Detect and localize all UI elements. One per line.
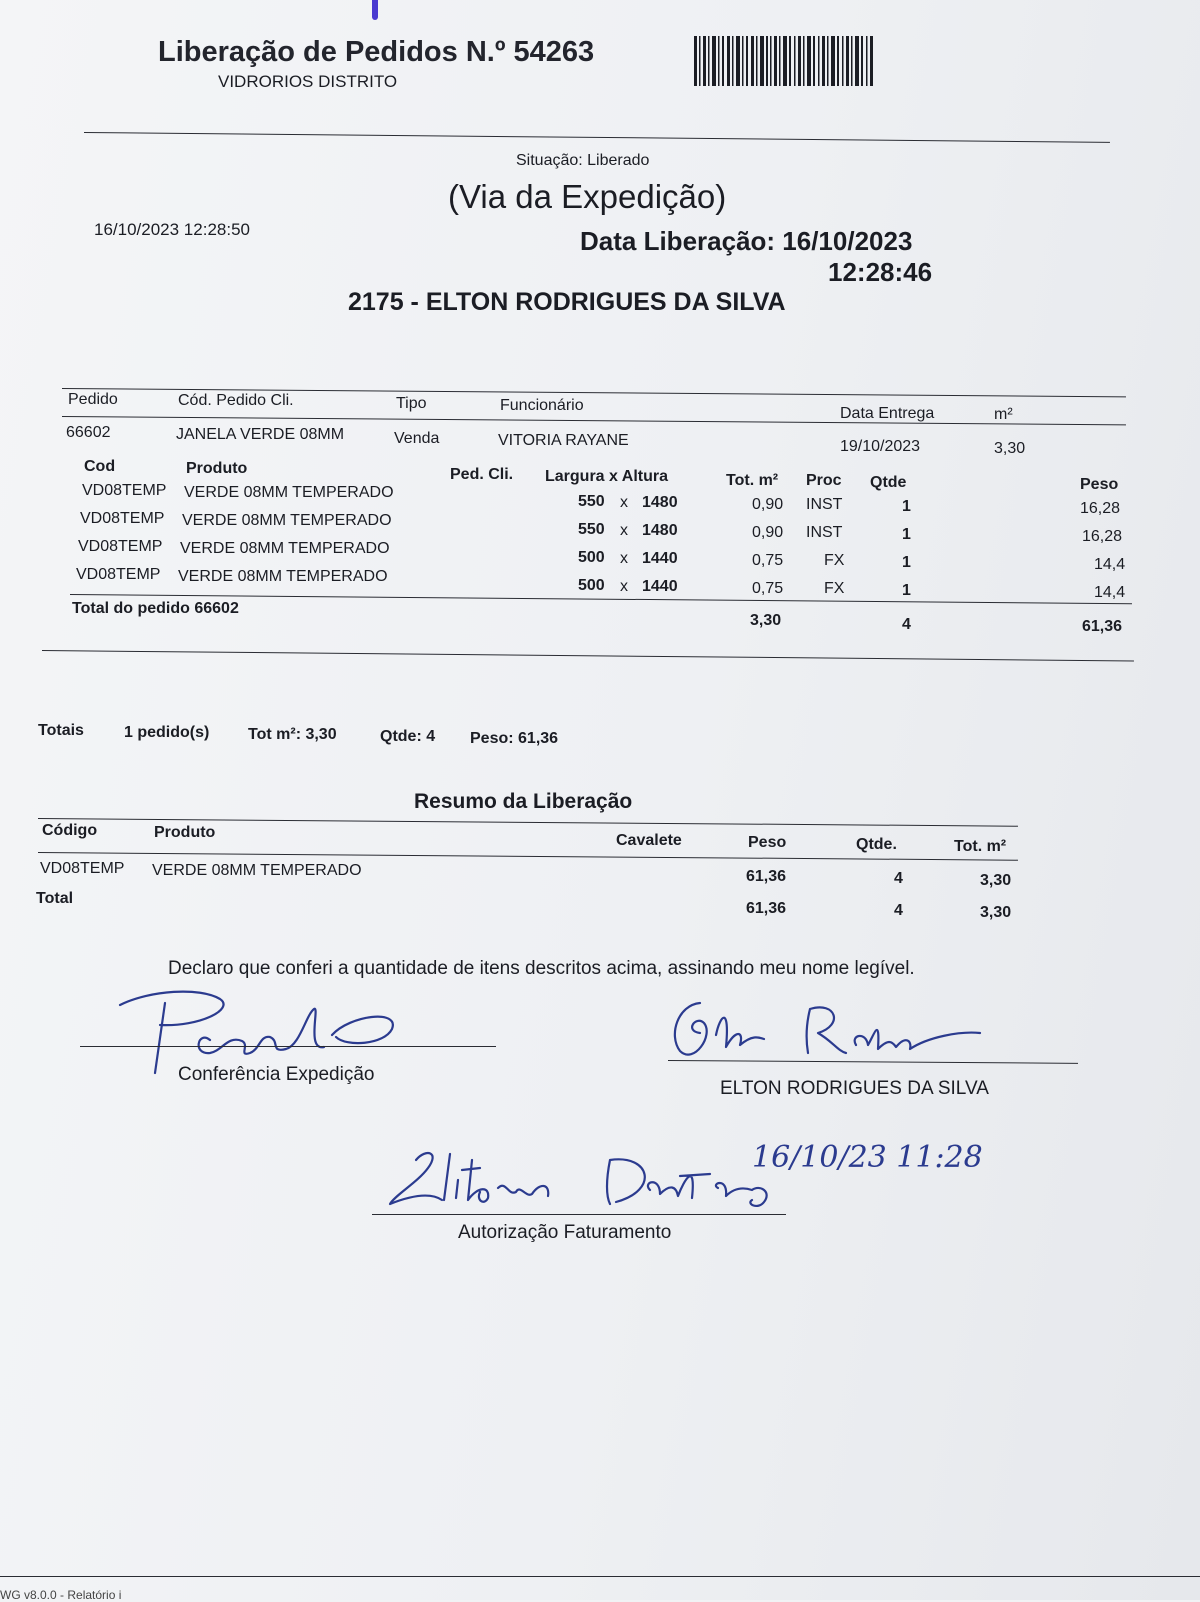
col-qtde: Qtde — [870, 474, 907, 491]
item-peso: 16,28 — [1080, 500, 1121, 517]
order-total-label: Total do pedido 66602 — [72, 600, 239, 617]
handwritten-date: 16/10/23 11:28 — [752, 1140, 983, 1175]
item-largura: 550 — [578, 493, 605, 510]
col-cod-pedido-cli: Cód. Pedido Cli. — [178, 392, 294, 409]
col-data-entrega: Data Entrega — [840, 405, 935, 422]
cliente-signature-label: ELTON RODRIGUES DA SILVA — [720, 1078, 989, 1099]
declaration-text: Declaro que conferi a quantidade de itens descritos acima, assinando meu nome legível. — [168, 958, 915, 979]
item-peso: 16,28 — [1082, 528, 1123, 545]
order-total-peso: 61,36 — [1082, 618, 1123, 635]
item-altura: 1480 — [642, 522, 678, 539]
resumo-title: Resumo da Liberação — [414, 790, 633, 813]
resumo-total-tot-m2: 3,30 — [980, 904, 1012, 921]
company-name: VIDRORIOS DISTRITO — [218, 72, 398, 91]
col-tot-m2: Tot. m² — [726, 472, 779, 489]
item-largura: 500 — [578, 549, 605, 566]
signature-autorizacao — [380, 1140, 800, 1220]
conferencia-label: Conferência Expedição — [178, 1064, 375, 1085]
resumo-codigo: VD08TEMP — [40, 860, 125, 877]
resumo-total-label: Total — [36, 890, 74, 907]
barcode-icon — [694, 36, 874, 86]
signature-cliente — [660, 995, 1000, 1065]
resumo-total-qtde: 4 — [894, 902, 903, 919]
item-tot-m2: 0,90 — [752, 496, 784, 513]
item-peso: 14,4 — [1094, 584, 1126, 601]
order-data-entrega: 19/10/2023 — [840, 438, 921, 455]
item-altura: 1480 — [642, 494, 678, 511]
item-proc: INST — [806, 496, 843, 513]
totais-tot-m2: Tot m²: 3,30 — [248, 726, 337, 743]
item-qtde: 1 — [902, 582, 911, 599]
item-tot-m2: 0,75 — [752, 552, 784, 569]
order-pedido: 66602 — [66, 424, 111, 441]
resumo-qtde: 4 — [894, 870, 903, 887]
signature-conferencia — [110, 985, 410, 1075]
order-total-m2: 3,30 — [750, 612, 782, 629]
resumo-col-cavalete: Cavalete — [616, 832, 682, 849]
col-tipo: Tipo — [396, 395, 427, 412]
resumo-col-tot-m2: Tot. m² — [954, 838, 1007, 855]
col-m2: m² — [994, 406, 1013, 423]
item-produto: VERDE 08MM TEMPERADO — [178, 568, 388, 585]
item-produto: VERDE 08MM TEMPERADO — [180, 540, 390, 557]
data-liberacao: Data Liberação: 16/10/2023 — [580, 226, 913, 256]
col-proc: Proc — [806, 472, 842, 489]
item-dim-sep: x — [620, 550, 628, 567]
resumo-tot-m2: 3,30 — [980, 872, 1012, 889]
totais-pedidos: 1 pedido(s) — [124, 724, 210, 741]
cliente-name: 2175 - ELTON RODRIGUES DA SILVA — [348, 288, 786, 316]
item-qtde: 1 — [902, 498, 911, 515]
col-ped-cli: Ped. Cli. — [450, 466, 514, 483]
item-cod: VD08TEMP — [76, 566, 161, 583]
item-dim-sep: x — [620, 578, 628, 595]
totais-label: Totais — [38, 722, 84, 739]
item-proc: INST — [806, 524, 843, 541]
order-funcionario: VITORIA RAYANE — [498, 432, 629, 449]
totais-qtde: Qtde: 4 — [380, 728, 436, 745]
totais-peso: Peso: 61,36 — [470, 730, 559, 747]
item-tot-m2: 0,75 — [752, 580, 784, 597]
item-tot-m2: 0,90 — [752, 524, 784, 541]
data-liberacao-time: 12:28:46 — [828, 257, 933, 287]
resumo-col-codigo: Código — [42, 822, 98, 839]
item-altura: 1440 — [642, 578, 678, 595]
order-tipo: Venda — [394, 430, 440, 447]
printed-timestamp: 16/10/2023 12:28:50 — [94, 220, 250, 239]
col-produto: Produto — [186, 460, 248, 477]
item-dim-sep: x — [620, 522, 628, 539]
document-title: Liberação de Pedidos N.º 54263 — [158, 36, 595, 68]
resumo-col-peso: Peso — [748, 834, 787, 851]
item-dim-sep: x — [620, 494, 628, 511]
item-qtde: 1 — [902, 554, 911, 571]
item-proc: FX — [824, 580, 845, 597]
autorizacao-label: Autorização Faturamento — [458, 1222, 672, 1243]
resumo-total-peso: 61,36 — [746, 900, 787, 917]
pen-mark — [372, 0, 378, 20]
resumo-peso: 61,36 — [746, 868, 787, 885]
item-altura: 1440 — [642, 550, 678, 567]
item-largura: 500 — [578, 577, 605, 594]
via-title: (Via da Expedição) — [448, 178, 727, 215]
resumo-produto: VERDE 08MM TEMPERADO — [152, 862, 362, 879]
situacao-status: Situação: Liberado — [516, 152, 650, 169]
item-cod: VD08TEMP — [82, 482, 167, 499]
item-cod: VD08TEMP — [78, 538, 163, 555]
signature-line-autorizacao — [372, 1214, 786, 1215]
item-largura: 550 — [578, 521, 605, 538]
item-proc: FX — [824, 552, 845, 569]
item-cod: VD08TEMP — [80, 510, 165, 527]
item-qtde: 1 — [902, 526, 911, 543]
col-funcionario: Funcionário — [500, 397, 584, 414]
item-produto: VERDE 08MM TEMPERADO — [182, 512, 392, 529]
col-largura-altura: Largura x Altura — [545, 468, 668, 485]
col-pedido: Pedido — [68, 391, 118, 408]
resumo-col-qtde: Qtde. — [856, 836, 897, 853]
footer-rule — [0, 1576, 1200, 1577]
col-cod: Cod — [84, 458, 116, 475]
order-m2: 3,30 — [994, 440, 1026, 457]
signature-line-conferencia — [80, 1046, 496, 1047]
footer-fragment: WG v8.0.0 - Relatório i — [0, 1588, 122, 1602]
order-total-qtde: 4 — [902, 616, 911, 633]
resumo-col-produto: Produto — [154, 824, 216, 841]
col-peso: Peso — [1080, 476, 1119, 493]
order-cod-pedido-cli: JANELA VERDE 08MM — [176, 426, 345, 443]
item-peso: 14,4 — [1094, 556, 1126, 573]
item-produto: VERDE 08MM TEMPERADO — [184, 484, 394, 501]
